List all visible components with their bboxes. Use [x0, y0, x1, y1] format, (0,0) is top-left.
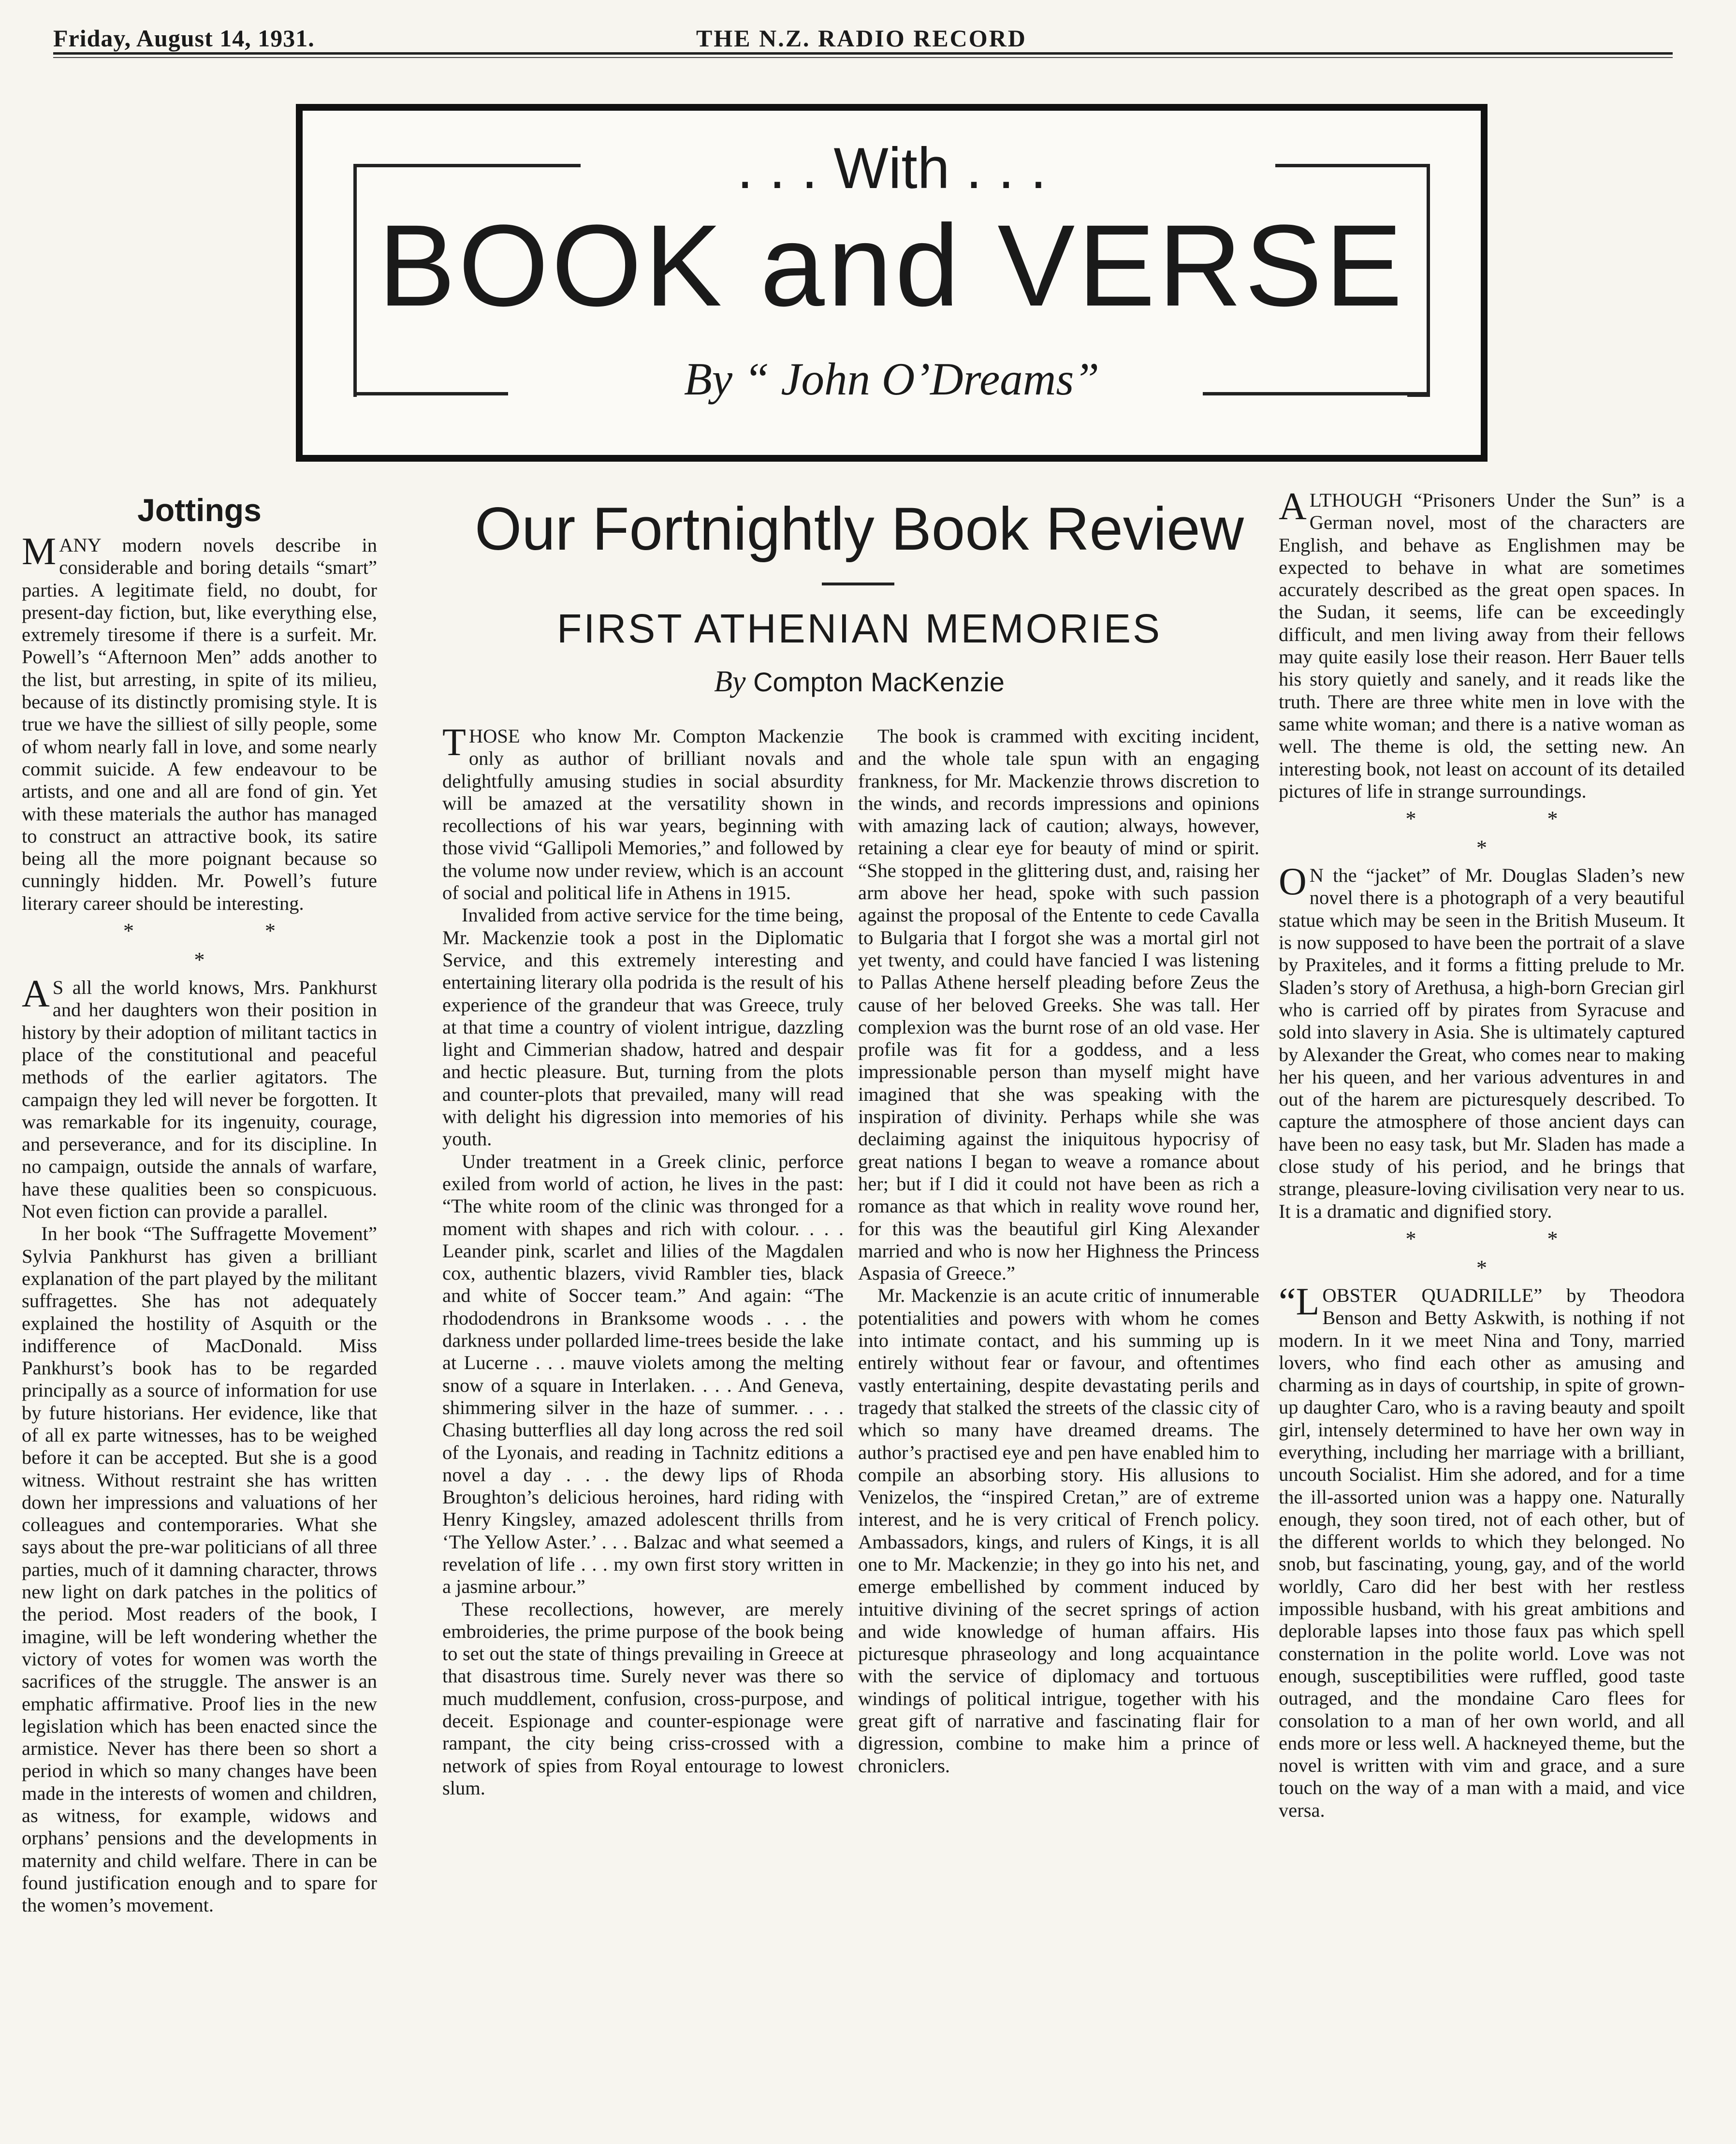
header-rule-thin — [53, 57, 1673, 58]
jottings-paragraph: In her book “The Suffragette Movement” Sylvia Pankhurst has given a brilliant explanation of the part played by the militant suffragettes. She has not adequately explained the hostility of Asquith or the indifference of MacDonald. Miss Pankhurst’s book has to be regarded principally as a source of information for use by future historians. Her evidence, like that of all ex parte witnesses, has to be weighed before it can be accepted. But she is a good witness. Without restraint she has written down her impressions and valuations of her colleagues and contemporaries. What she says about the pre-war politicians of all three parties, much of it damning character, throws new light on dark patches in the politics of the period. Most readers of the book, I imagine, will be left wondering whether the victory of votes for women was worth the sacrifices of the struggle. The answer is an emphatic affirmative. Proof lies in the new legislation which has been enacted since the armistice. Never has there been so short a period in which so many changes have been made in the interests of women and children, as witness, for example, widows and orphans’ pensions and the developments in maternity and child welfare. There in can be found justification enough and to spare for the women’s movement. — [22, 1223, 377, 1916]
drop-cap: O — [1279, 861, 1307, 904]
review-paragraph: Invalided from active service for the time being, Mr. Mackenzie took a post in the Diplomatic Service, and this extremely interesting and entertaining literary olla podrida is the result of his experience of the grandeur that was Greece, truly at that time a country of violent intrigue, dazzling light and Cimmerian shadow, hatred and despair and hectic pleasure. But, turning from the plots and counter-plots that prevailed, many will read with delight his digression into memories of his youth. — [442, 904, 844, 1150]
review-paragraph: Mr. Mackenzie is an acute critic of innumerable potentialities and powers with whom he comes into intimate contact, and his summing up is entirely without fear or favour, and oftentimes vastly entertaining, despite devastating perils and tragedy that stalked the streets of the classic city of which so many have dreamed dreams. The author’s practised eye and pen have enabled him to compile an absorbing story. His allusions to Venizelos, the “inspired Cretan,” are of extreme interest, and he is very critical of French policy. Ambassadors, kings, and rulers of Kings, it is all one to Mr. Mackenzie; in they go into his net, and emerge embellished by comment induced by intuitive divining of the secret springs of action and wide knowledge of human affairs. His picturesque phraseology and long acquaintance with the service of diplomacy and tortuous windings of political intrigue, together with his great gift of narrative and fascinating flair for digression, combine to make him a prince of chroniclers. — [858, 1284, 1259, 1777]
review-paragraph: THOSE who know Mr. Compton Mackenzie only as author of brilliant novals and delightfully amusing studies in social absurdity will be amazed at the versatility shown in recollections of his war years, beginning with those vivid “Gallipoli Memories,” and followed by the volume now under review, which is an account of social and political life in Athens in 1915. — [442, 721, 844, 904]
byline-by: By — [714, 665, 746, 698]
issue-date: Friday, August 14, 1931. — [53, 25, 315, 52]
notes-column — [1279, 485, 1685, 1822]
section-divider: * * * — [1405, 1226, 1621, 1280]
drop-cap: “L — [1279, 1280, 1320, 1323]
review-paragraph: These recollections, however, are merely embroideries, the prime purpose of the book being to set out the state of things prevailing in Greece at that disastrous time. Surely never was there so much muddlement, confusion, cross-purpose, and deceit. Espionage and counter-espionage were rampant, the city being criss-crossed with a network of spies from Royal entourage to lowest slum. — [442, 1598, 844, 1799]
title-rule — [822, 583, 894, 585]
section-divider: * * * — [1405, 807, 1621, 860]
drop-cap: M — [22, 530, 57, 573]
notes-paragraph: ALTHOUGH “Prisoners Under the Sun” is a German novel, most of the characters are English, and behave as Englishmen may be expected to behave in what are sometimes accurately described as the great open spaces. In the Sudan, it seems, life can be exceedingly difficult, and men living away from their fellows may quite easily lose their reason. Herr Bauer tells his story quietly and sanely, and it reads like the truth. There are three white men in love with the same white woman; and there is a native woman as well. The theme is old, the setting new. An interesting book, not least on account of its detailed pictures of life in strange surroundings. — [1279, 485, 1685, 802]
newspaper-name: THE N.Z. RADIO RECORD — [696, 25, 1027, 52]
masthead-with: . . . With . . . — [737, 136, 1047, 201]
review-paragraph: Under treatment in a Greek clinic, perforce exiled from world of action, he lives in the past: “The white room of the clinic was thronged for a moment with shapes and rich with colour. . . . Leander pink, scarlet and lilies of the Magdalen cox, authentic blazers, vivid Rambler ties, black and white of Soccer team.” And again: “The rhododendrons in Branksome woods . . . the darkness under pollarded lime-trees beside the lake at Lucerne . . . mauve violets among the melting snow of a square in Interlaken. . . . And Geneva, shimmering silver in the haze of summer. . . . Chasing butterflies all day long across the red soil of the Lyonais, and reading in Tachnitz editions a novel a day . . . the dewy lips of Rhoda Broughton’s delicious heroines, hard riding with Henry Kingsley, amazed adolescent thrills from ‘The Yellow Aster.’ . . . Balzac and what seemed a revelation of life . . . my own first story written in a jasmine arbour.” — [442, 1150, 844, 1598]
jottings-paragraph: MANY modern novels describe in considerable and boring details “smart” parties. A legitimate field, no doubt, for present-day fiction, but, like everything else, extremely tiresome if there is a surfeit. Mr. Powell’s “Afternoon Men” adds another to the list, but arresting, in spite of its milieu, because of its distinctly promising style. It is true we have the silliest of silly people, some of whom nearly fall in love, and some nearly commit suicide. A few endeavour to be artists, and one and all are fond of gin. Yet with these materials the author has managed to construct an attractive book, its satire being all the more poignant because so cunningly hidden. Mr. Powell’s future literary career should be interesting. — [22, 530, 377, 914]
jottings-column — [22, 491, 377, 1917]
review-column-1 — [442, 721, 844, 1799]
masthead-byline: By “ John O’Dreams” — [684, 353, 1100, 405]
jottings-heading: Jottings — [137, 492, 262, 528]
page-header — [53, 15, 1673, 58]
section-masthead — [296, 104, 1488, 462]
review-column-2 — [858, 725, 1259, 1777]
drop-cap: A — [1279, 485, 1307, 528]
review-paragraph: The book is crammed with exciting incident, and the whole tale spun with an engaging frankness, for Mr. Mackenzie throws discretion to the winds, and records impressions and opinions with amazing lack of caution; always, however, retaining a clear eye for beauty of mind or spirit. “She stopped in the glittering dust, and, raising her arm above her head, spoke with such passion against the proposal of the Entente to cede Cavalla to Bulgaria that I forgot she was a mortal girl not yet twenty, and could have fancied I was listening to Pallas Athene herself pleading before Zeus the cause of her beloved Greeks. She was tall. Her complexion was the burnt rose of an old vase. Her profile was fit for a goddess, and a less impressionable person than myself might have imagined that she was speaking with the inspiration of divinity. Perhaps while she was declaiming against the iniquitous hypocrisy of great nations I began to weave a romance about her; but if I did it could not have been as rich a romance as that which in reality wove round her, for this was the beautiful girl King Alexander married and who is now her Highness the Princess Aspasia of Greece.” — [858, 725, 1259, 1284]
masthead-title: BOOK and VERSE — [378, 201, 1405, 330]
review-subtitle: FIRST ATHENIAN MEMORIES — [556, 606, 1162, 651]
header-rule — [53, 52, 1673, 55]
byline-author: Compton MacKenzie — [753, 667, 1005, 697]
review-byline — [442, 665, 1276, 699]
drop-cap: A — [22, 973, 50, 1016]
review-title: Our Fortnightly Book Review — [475, 496, 1244, 563]
notes-paragraph: O N the “jacket” of Mr. Douglas Sladen’s new novel there is a photograph of a very beautiful statue which may be seen in the British Museum. It is now supposed to have been the portrait of a slave by Praxiteles, and it forms a fitting prelude to Mr. Sladen’s story of Arethusa, a high-born Grecian girl who is carried off by pirates from Syracuse and sold into slavery in Asia. She is ultimately captured by Alexander the Great, who comes near to making her his queen, and her various adventures in and out of the harem are picturesquely described. To capture the atmosphere of those ancient days can have been no easy task, but Mr. Sladen has made a close study of his period, and he brings that strange, pleasure-loving civilisation very near to us. It is a dramatic and dignified story. — [1279, 861, 1685, 1222]
jottings-paragraph: A S all the world knows, Mrs. Pankhurst and her daughters won their position in history by their adoption of militant tactics in place of the constitutional and peaceful methods of the earlier agitators. The campaign they led will never be forgotten. It was remarkable for its ingenuity, courage, and perseverance, and for its discipline. In no campaign, outside the annals of warfare, have these qualities been so conspicuous. Not even fiction can provide a parallel. — [22, 973, 377, 1223]
notes-paragraph: “LOBSTER QUADRILLE” by Theodora Benson and Betty Askwith, is nothing if not modern. In it we meet Nina and Tony, married lovers, who find each other as amusing and charming as in days of courtship, in spite of grown-up daughter Caro, who is a raving beauty and spoilt girl, intensely determined to have her own way in everything, including her marriage with a brilliant, uncouth Socialist. Him she adored, and for a time the ill-assorted union was a happy one. Naturally enough, they soon tired, not of each other, but of the different worlds to which they belonged. No snob, but fascinating, young, gay, and of the world worldly, Caro did her best with her restless impossible husband, with his great ambitions and deplorable lapses into those faux pas which spell consternation in the polite world. Love was not enough, susceptibilities were ruffled, good taste outraged, and the mondaine Caro flees for consolation to a man of her own world, and all ends more or less well. A hackneyed theme, but the novel is written with vim and grace, and a sure touch on the way of a man with a maid, and vice versa. — [1279, 1280, 1685, 1821]
drop-cap: T — [442, 721, 466, 764]
section-divider: * * * — [123, 919, 338, 972]
